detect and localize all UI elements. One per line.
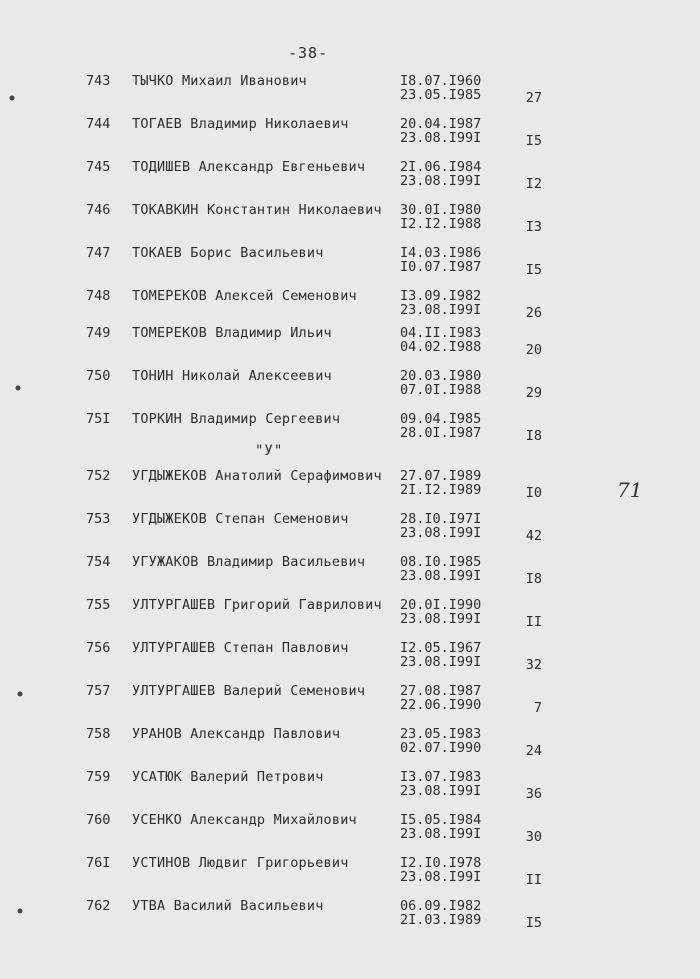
entry-years: I5	[525, 915, 542, 931]
entry-date-start: I3.07.I983	[400, 769, 482, 785]
entry-row	[0, 899, 700, 933]
entry-date-start: 20.04.I987	[400, 116, 482, 132]
entry-date-start: 2I.06.I984	[400, 159, 482, 175]
entry-row	[0, 598, 700, 632]
entry-row	[0, 555, 700, 589]
entry-date-end: 22.06.I990	[400, 697, 482, 713]
entry-date-end: 2I.03.I989	[400, 912, 482, 928]
entry-name: ТОНИН Николай Алексеевич	[132, 368, 332, 384]
entry-years: I5	[525, 133, 542, 149]
entry-row	[0, 369, 700, 403]
entry-row	[0, 641, 700, 675]
entry-row	[0, 412, 700, 446]
entry-date-start: I3.09.I982	[400, 288, 482, 304]
entry-years: 29	[525, 385, 542, 401]
entry-years: 27	[525, 90, 542, 106]
entry-date-start: I5.05.I984	[400, 812, 482, 828]
entry-years: 30	[525, 829, 542, 845]
entry-years: I0	[525, 485, 542, 501]
entry-date-end: 23.08.I99I	[400, 173, 482, 189]
entry-date-end: 23.08.I99I	[400, 869, 482, 885]
entry-years: I5	[525, 262, 542, 278]
entry-number: 746	[86, 202, 111, 218]
entry-years: 42	[525, 528, 542, 544]
handwritten-margin-note: 71	[617, 478, 643, 502]
entry-number: 745	[86, 159, 111, 175]
entry-number: 744	[86, 116, 111, 132]
entry-date-end: 23.08.I99I	[400, 130, 482, 146]
entry-years: 24	[525, 743, 542, 759]
entry-date-start: 30.0I.I980	[400, 202, 482, 218]
entry-years: I3	[525, 219, 542, 235]
page-number: -38-	[288, 44, 329, 62]
entry-date-end: 02.07.I990	[400, 740, 482, 756]
entry-years: I8	[525, 428, 542, 444]
entry-years: 7	[533, 700, 542, 716]
entry-name: УЛТУРГАШЕВ Валерий Семенович	[132, 683, 366, 699]
entry-date-start: I4.03.I986	[400, 245, 482, 261]
entry-date-end: 04.02.I988	[400, 339, 482, 355]
entry-row	[0, 727, 700, 761]
entry-number: 75I	[86, 411, 111, 427]
entry-years: II	[525, 614, 542, 630]
entry-row	[0, 813, 700, 847]
entry-number: 760	[86, 812, 111, 828]
entry-name: ТОРКИН Владимир Сергеевич	[132, 411, 341, 427]
entry-number: 748	[86, 288, 111, 304]
entry-number: 762	[86, 898, 111, 914]
entry-number: 754	[86, 554, 111, 570]
entry-row	[0, 326, 700, 360]
entry-row	[0, 469, 700, 503]
entry-date-start: 06.09.I982	[400, 898, 482, 914]
entry-date-end: 23.08.I99I	[400, 302, 482, 318]
entry-date-start: 27.07.I989	[400, 468, 482, 484]
entry-row	[0, 203, 700, 237]
punch-mark-icon	[16, 690, 24, 698]
entry-date-start: 27.08.I987	[400, 683, 482, 699]
entry-name: ТОКАЕВ Борис Васильевич	[132, 245, 324, 261]
entry-date-start: 04.II.I983	[400, 325, 482, 341]
entry-number: 76I	[86, 855, 111, 871]
entry-date-end: 28.0I.I987	[400, 425, 482, 441]
entry-date-end: 23.08.I99I	[400, 568, 482, 584]
entry-name: УГДЫЖЕКОВ Степан Семенович	[132, 511, 349, 527]
entry-row	[0, 770, 700, 804]
entry-years: I2	[525, 176, 542, 192]
entry-name: УГУЖАКОВ Владимир Васильевич	[132, 554, 366, 570]
entry-number: 756	[86, 640, 111, 656]
entry-years: I8	[525, 571, 542, 587]
punch-mark-icon	[14, 384, 22, 392]
entry-date-end: 07.0I.I988	[400, 382, 482, 398]
entry-row	[0, 160, 700, 194]
punch-mark-icon	[8, 94, 16, 102]
entry-row	[0, 74, 700, 108]
entry-date-end: 23.08.I99I	[400, 525, 482, 541]
entry-years: 32	[525, 657, 542, 673]
entry-number: 752	[86, 468, 111, 484]
entry-date-end: 23.08.I99I	[400, 611, 482, 627]
section-letter-heading: "У"	[255, 443, 284, 459]
entry-number: 749	[86, 325, 111, 341]
entry-date-end: 23.08.I99I	[400, 783, 482, 799]
entry-date-end: I2.I2.I988	[400, 216, 482, 232]
entry-row	[0, 684, 700, 718]
entry-date-start: 28.I0.I97I	[400, 511, 482, 527]
entry-name: ТОКАВКИН Константин Николаевич	[132, 202, 382, 218]
entry-date-end: 23.08.I99I	[400, 654, 482, 670]
entry-years: 26	[525, 305, 542, 321]
entry-date-end: 2I.I2.I989	[400, 482, 482, 498]
entry-name: УЛТУРГАШЕВ Степан Павлович	[132, 640, 349, 656]
entry-date-end: I0.07.I987	[400, 259, 482, 275]
entry-date-start: 08.I0.I985	[400, 554, 482, 570]
entry-date-end: 23.05.I985	[400, 87, 482, 103]
entry-number: 759	[86, 769, 111, 785]
entry-date-start: 20.03.I980	[400, 368, 482, 384]
entry-name: УСАТЮК Валерий Петрович	[132, 769, 324, 785]
entry-number: 757	[86, 683, 111, 699]
entry-name: УРАНОВ Александр Павлович	[132, 726, 341, 742]
entry-date-end: 23.08.I99I	[400, 826, 482, 842]
entry-row	[0, 117, 700, 151]
entry-name: УТВА Василий Васильевич	[132, 898, 324, 914]
entry-date-start: I2.I0.I978	[400, 855, 482, 871]
entry-number: 747	[86, 245, 111, 261]
entry-years: 36	[525, 786, 542, 802]
entry-name: ТОГАЕВ Владимир Николаевич	[132, 116, 349, 132]
entry-name: УСЕНКО Александр Михайлович	[132, 812, 357, 828]
entry-date-start: 20.0I.I990	[400, 597, 482, 613]
entry-number: 750	[86, 368, 111, 384]
entry-date-start: I2.05.I967	[400, 640, 482, 656]
entry-name: УГДЫЖЕКОВ Анатолий Серафимович	[132, 468, 382, 484]
entry-date-start: 09.04.I985	[400, 411, 482, 427]
entry-number: 753	[86, 511, 111, 527]
entry-name: ТОДИШЕВ Александр Евгеньевич	[132, 159, 366, 175]
entry-name: ТОМЕРЕКОВ Владимир Ильич	[132, 325, 332, 341]
punch-mark-icon	[16, 907, 24, 915]
entry-number: 743	[86, 73, 111, 89]
entry-name: УЛТУРГАШЕВ Григорий Гаврилович	[132, 597, 382, 613]
entry-number: 758	[86, 726, 111, 742]
entry-row	[0, 289, 700, 323]
entry-name: УСТИНОВ Людвиг Григорьевич	[132, 855, 349, 871]
entry-row	[0, 856, 700, 890]
entry-date-start: 23.05.I983	[400, 726, 482, 742]
entry-name: ТЫЧКО Михаил Иванович	[132, 73, 307, 89]
entry-years: II	[525, 872, 542, 888]
entry-name: ТОМЕРЕКОВ Алексей Семенович	[132, 288, 357, 304]
entry-number: 755	[86, 597, 111, 613]
entry-row	[0, 246, 700, 280]
entry-date-start: I8.07.I960	[400, 73, 482, 89]
entry-years: 20	[525, 342, 542, 358]
entry-row	[0, 512, 700, 546]
